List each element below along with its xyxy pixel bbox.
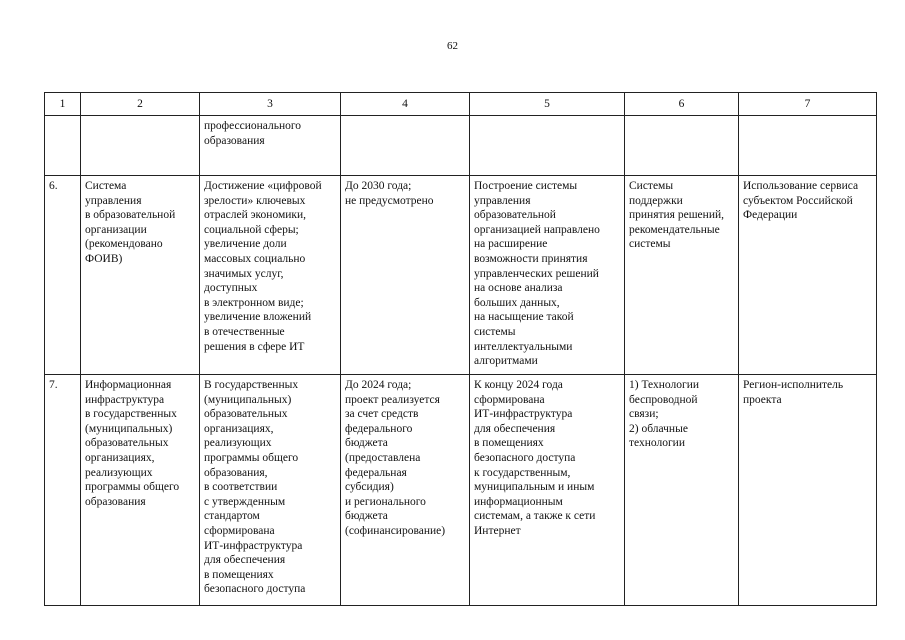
cell-name: Информационная инфраструктура в государственных (муниципальных) образовательных организациях, реализующих программы общего образования (81, 375, 200, 606)
cell-number: 6. (45, 176, 81, 375)
cell-technologies: Системы поддержки принятия решений, рекомендательные системы (625, 176, 739, 375)
cell-name (81, 116, 200, 176)
header-cell-4: 4 (341, 93, 470, 116)
cell-usage: Регион-исполнитель проекта (739, 375, 877, 606)
table-row-6 (45, 176, 877, 375)
header-cell-6: 6 (625, 93, 739, 116)
page-number: 62 (447, 40, 458, 52)
cell-deadline: До 2024 года; проект реализуется за счет средств федерального бюджета (предоставлена федеральная субсидия) и регионального бюджета (софинансирование) (341, 375, 470, 606)
table-row-7 (45, 375, 877, 606)
cell-number (45, 116, 81, 176)
cell-description (470, 116, 625, 176)
cell-goal: Достижение «цифровой зрелости» ключевых отраслей экономики, социальной сферы; увеличение доли массовых социально значимых услуг, доступных в электронном виде; увеличение вложений в отечественные решения в сфере ИТ (200, 176, 341, 375)
header-cell-7: 7 (739, 93, 877, 116)
cell-usage: Использование сервиса субъектом Российской Федерации (739, 176, 877, 375)
cell-goal: профессионального образования (200, 116, 341, 176)
cell-description: К концу 2024 года сформирована ИТ-инфраструктура для обеспечения в помещениях безопасного доступа к государственным, муниципальным и иным информационным системам, а также к сети Интернет (470, 375, 625, 606)
cell-deadline (341, 116, 470, 176)
cell-goal: В государственных (муниципальных) образовательных организациях, реализующих программы общего образования, в соответствии с утвержденным стандартом сформирована ИТ-инфраструктура для обеспечения в помещениях безопасного доступа (200, 375, 341, 606)
cell-description: Построение системы управления образовательной организацией направлено на расширение возможности принятия управленческих решений на основе анализа больших данных, на насыщение такой системы интеллектуальными алгоритмами (470, 176, 625, 375)
cell-deadline: До 2030 года; не предусмотрено (341, 176, 470, 375)
cell-technologies (625, 116, 739, 176)
cell-technologies: 1) Технологии беспроводной связи; 2) облачные технологии (625, 375, 739, 606)
cell-number: 7. (45, 375, 81, 606)
table-header-row (45, 93, 877, 116)
header-cell-1: 1 (45, 93, 81, 116)
header-cell-5: 5 (470, 93, 625, 116)
header-cell-2: 2 (81, 93, 200, 116)
header-cell-3: 3 (200, 93, 341, 116)
cell-name: Система управления в образовательной организации (рекомендовано ФОИВ) (81, 176, 200, 375)
requirements-table (44, 92, 877, 606)
table-row-continuation (45, 116, 877, 176)
cell-usage (739, 116, 877, 176)
